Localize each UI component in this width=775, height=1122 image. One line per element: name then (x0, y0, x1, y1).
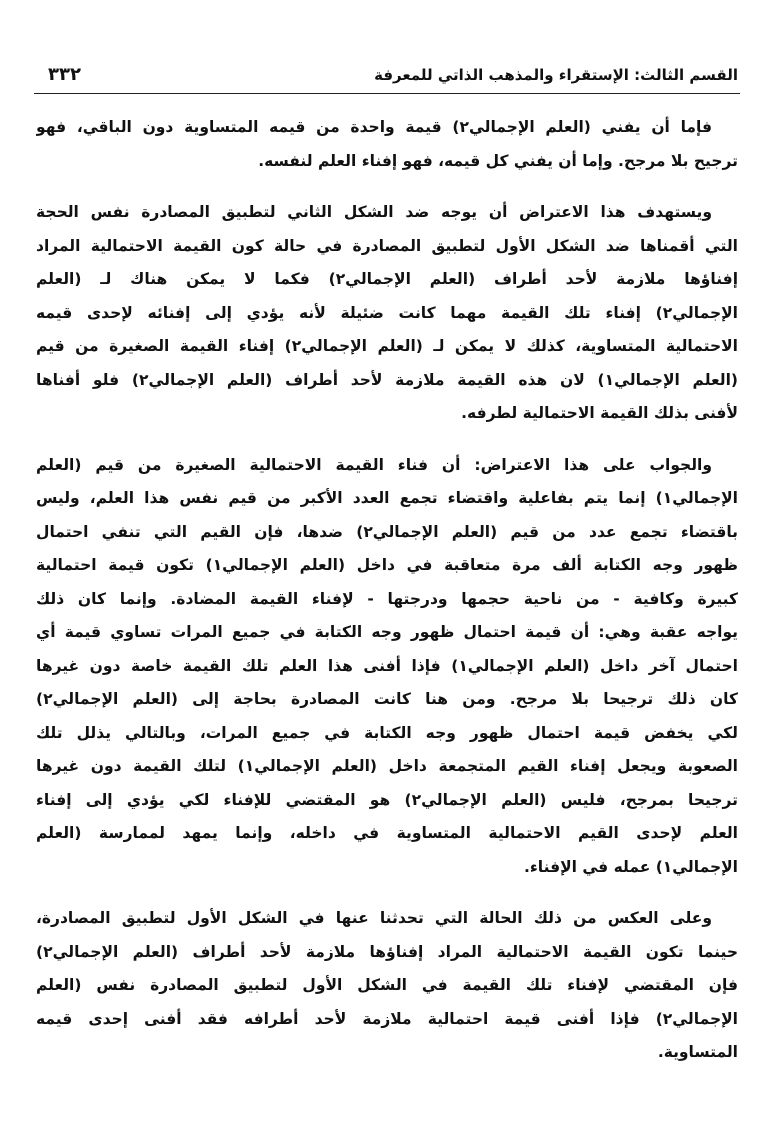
header-rule (34, 93, 740, 94)
text-line: فإما أن يفني (العلم الإجمالي٢) قيمة واحدة من قيمه المتساوية دون الباقي، فهو (36, 118, 712, 136)
text-line: العلم لإحدى القيم الاحتمالية المتساوية في داخله، وإنما يمهد لممارسة (العلم (36, 824, 738, 842)
text-line: لكي يخفض قيمة احتمال ظهور وجه الكتابة في جميع المرات، وبالتالي يذلل تلك (36, 723, 738, 742)
text-line: باقتضاء تجمع عدد من قيم (العلم الإجمالي٢) ضدها، فإن القيم التي تنفي احتمال (36, 522, 738, 541)
paragraph (36, 196, 738, 431)
text-line: إفناؤها ملازمة لأحد أطراف (العلم الإجمالي٢) فكما لا يمكن هناك لـ (العلم (36, 270, 738, 288)
text-line: يواجه عقبة وهي: أن قيمة احتمال ظهور وجه الكتابة في جميع المرات تساوي قيمة أي (36, 623, 738, 641)
text-line: لأفنى بذلك القيمة الاحتمالية لطرفه. (461, 404, 738, 422)
text-line: (العلم الإجمالي١) لان هذه القيمة ملازمة لأحد أطراف (العلم الإجمالي٢) فلو أفناها (36, 370, 738, 389)
text-line: الإجمالي١) إنما يتم بفاعلية واقتضاء تجمع العدد الأكبر من قيم نفس هذا العلم، وليس (36, 489, 738, 507)
paragraph (36, 449, 738, 885)
chapter-title: القسم الثالث: الإستقراء والمذهب الذاتي للمعرفة (374, 66, 738, 84)
text-line: والجواب على هذا الاعتراض: أن فناء القيمة الاحتمالية الصغيرة من قيم (العلم (36, 455, 712, 474)
text-line: التي أقمناها ضد الشكل الأول لتطبيق المصادرة في حالة كون القيمة الاحتمالية المراد (36, 236, 738, 255)
running-header (36, 60, 738, 90)
text-line: كان ذلك ترجيحا بلا مرجح. ومن هنا كانت المصادرة بحاجة إلى (العلم الإجمالي٢) (36, 690, 738, 708)
text-line: كبيرة وكافية - من ناحية حجمها ودرجتها - لإفناء القيمة المضادة. وإنما كان ذلك (36, 589, 738, 608)
text-line: الإجمالي١) عمله في الإفناء. (524, 857, 738, 876)
text-line: الاحتمالية المتساوية، كذلك لا يمكن لـ (العلم الإجمالي٢) إفناء القيمة الصغيرة من قيم (36, 337, 738, 355)
text-line: ظهور وجه الكتابة ألف مرة متعاقبة في داخل (العلم الإجمالي١) تكون قيمة احتمالية (36, 556, 738, 574)
text-line: فإن المقتضي لإفناء تلك القيمة في الشكل الأول لتطبيق المصادرة نفس (العلم (36, 976, 738, 994)
text-line: ترجيح بلا مرجح. وإما أن يفني كل قيمه، فهو إفناء العلم لنفسه. (258, 151, 738, 170)
paragraph (36, 902, 738, 1070)
text-line: حينما تكون القيمة الاحتمالية المراد إفناؤها ملازمة لأحد أطراف (العلم الإجمالي٢) (36, 942, 738, 961)
text-line: ويستهدف هذا الاعتراض أن يوجه ضد الشكل الثاني لتطبيق المصادرة نفس الحجة (36, 203, 712, 221)
text-line: احتمال آخر داخل (العلم الإجمالي١) فإذا أفنى هذا العلم تلك القيمة خاصة دون غيرها (36, 656, 738, 675)
paragraph (36, 111, 738, 178)
text-line: الصعوبة ويجعل إفناء القيم المتجمعة داخل (العلم الإجمالي١) لتلك القيمة دون غيرها (36, 757, 738, 775)
text-line: وعلى العكس من ذلك الحالة التي تحدثنا عنها في الشكل الأول لتطبيق المصادرة، (36, 909, 712, 927)
text-line: الإجمالي٢) إفناء تلك القيمة مهما كانت ضئيلة لأنه يؤدي إلى إفنائه لإحدى قيمه (36, 303, 738, 322)
text-line: الإجمالي٢) فإذا أفنى قيمة احتمالية ملازمة لأحد أطرافه فقد أفنى إحدى قيمه (36, 1009, 738, 1028)
body-text (36, 111, 738, 1088)
page-number: ٣٣٢ (48, 64, 81, 85)
text-line: المتساوية. (657, 1043, 738, 1061)
text-line: ترجيحا بمرجح، فليس (العلم الإجمالي٢) هو المقتضي للإفناء لكي يؤدي إلى إفناء (36, 790, 738, 809)
